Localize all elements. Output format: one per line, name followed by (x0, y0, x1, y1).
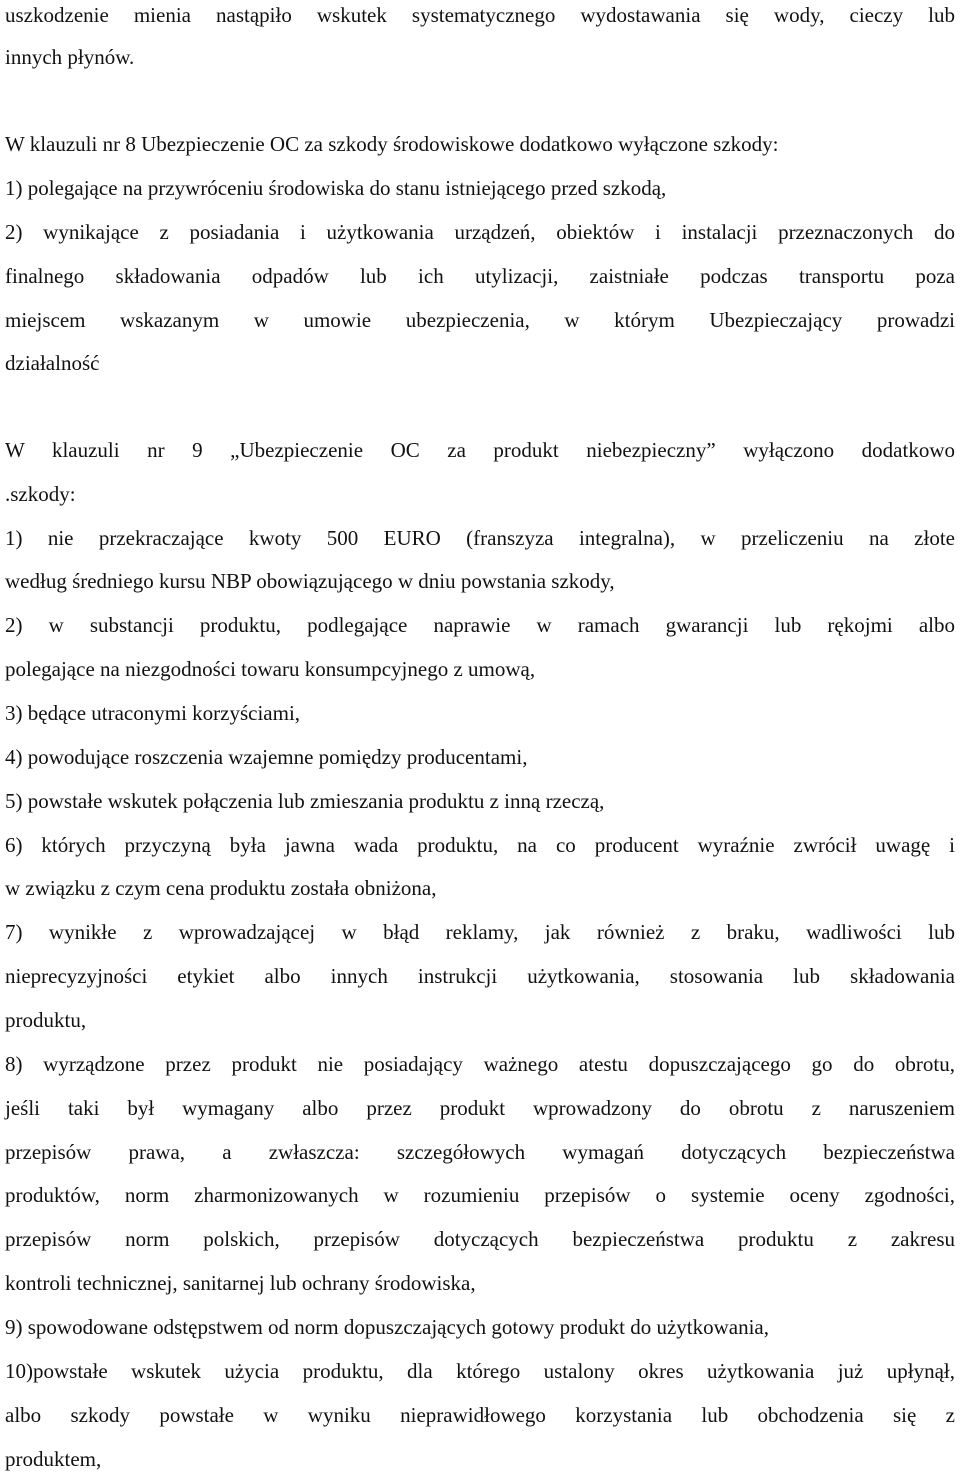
text-line: .szkody: (5, 482, 76, 506)
text-line: według średniego kursu NBP obowiązującego w dniu powstania szkody, (5, 569, 615, 593)
text-line: W klauzuli nr 8 Ubezpieczenie OC za szkody środowiskowe dodatkowo wyłączone szkody: (5, 132, 779, 156)
text-line: 4) powodujące roszczenia wzajemne pomiędzy producentami, (5, 745, 528, 769)
text-line: W klauzuli nr 9 „Ubezpieczenie OC za produkt niebezpieczny” wyłączono dodatkowo (5, 438, 955, 462)
text-line: 9) spowodowane odstępstwem od norm dopuszczających gotowy produkt do użytkowania, (5, 1315, 769, 1339)
text-line: 1) polegające na przywróceniu środowiska do stanu istniejącego przed szkodą, (5, 176, 667, 200)
text-line: finalnego składowania odpadów lub ich utylizacji, zaistniałe podczas transportu poza (5, 264, 955, 288)
text-line: miejscem wskazanym w umowie ubezpieczenia, w którym Ubezpieczający prowadzi (5, 308, 955, 332)
text-line: 3) będące utraconymi korzyściami, (5, 701, 301, 725)
text-line: 7) wynikłe z wprowadzającej w błąd reklamy, jak również z braku, wadliwości lub (5, 920, 955, 944)
text-line: 10)powstałe wskutek użycia produktu, dla którego ustalony okres użytkowania już upłynął, (5, 1359, 955, 1383)
text-line: jeśli taki był wymagany albo przez produkt wprowadzony do obrotu z naruszeniem (5, 1096, 955, 1120)
text-line: kontroli technicznej, sanitarnej lub ochrany środowiska, (5, 1271, 476, 1295)
text-line: produktem, (5, 1447, 102, 1471)
text-line: przepisów norm polskich, przepisów dotyczących bezpieczeństwa produktu z zakresu (5, 1227, 955, 1251)
text-line: działalność (5, 351, 100, 375)
text-line: produktu, (5, 1008, 87, 1032)
text-line: 8) wyrządzone przez produkt nie posiadający ważnego atestu dopuszczającego go do obrotu, (5, 1052, 955, 1076)
text-line: polegające na niezgodności towaru konsumpcyjnego z umową, (5, 657, 536, 681)
text-line: w związku z czym cena produktu została obniżona, (5, 876, 437, 900)
text-line: 1) nie przekraczające kwoty 500 EURO (franszyza integralna), w przeliczeniu na złote (5, 526, 955, 550)
text-line: nieprecyzyjności etykiet albo innych instrukcji użytkowania, stosowania lub składowania (5, 964, 955, 988)
text-line: innych płynów. (5, 45, 135, 69)
text-line: przepisów prawa, a zwłaszcza: szczegółowych wymagań dotyczących bezpieczeństwa (5, 1140, 955, 1164)
text-line: 2) w substancji produktu, podlegające naprawie w ramach gwarancji lub rękojmi albo (5, 613, 955, 637)
text-line: 6) których przyczyną była jawna wada produktu, na co producent wyraźnie zwrócił uwagę i (5, 833, 955, 857)
text-line: albo szkody powstałe w wyniku nieprawidłowego korzystania lub obchodzenia się z (5, 1403, 955, 1427)
text-line: produktów, norm zharmonizowanych w rozumieniu przepisów o systemie oceny zgodności, (5, 1183, 955, 1207)
text-line: 2) wynikające z posiadania i użytkowania urządzeń, obiektów i instalacji przeznaczonych do (5, 220, 955, 244)
text-line: 5) powstałe wskutek połączenia lub zmieszania produktu z inną rzeczą, (5, 789, 605, 813)
text-line: uszkodzenie mienia nastąpiło wskutek systematycznego wydostawania się wody, cieczy lub (5, 3, 955, 27)
